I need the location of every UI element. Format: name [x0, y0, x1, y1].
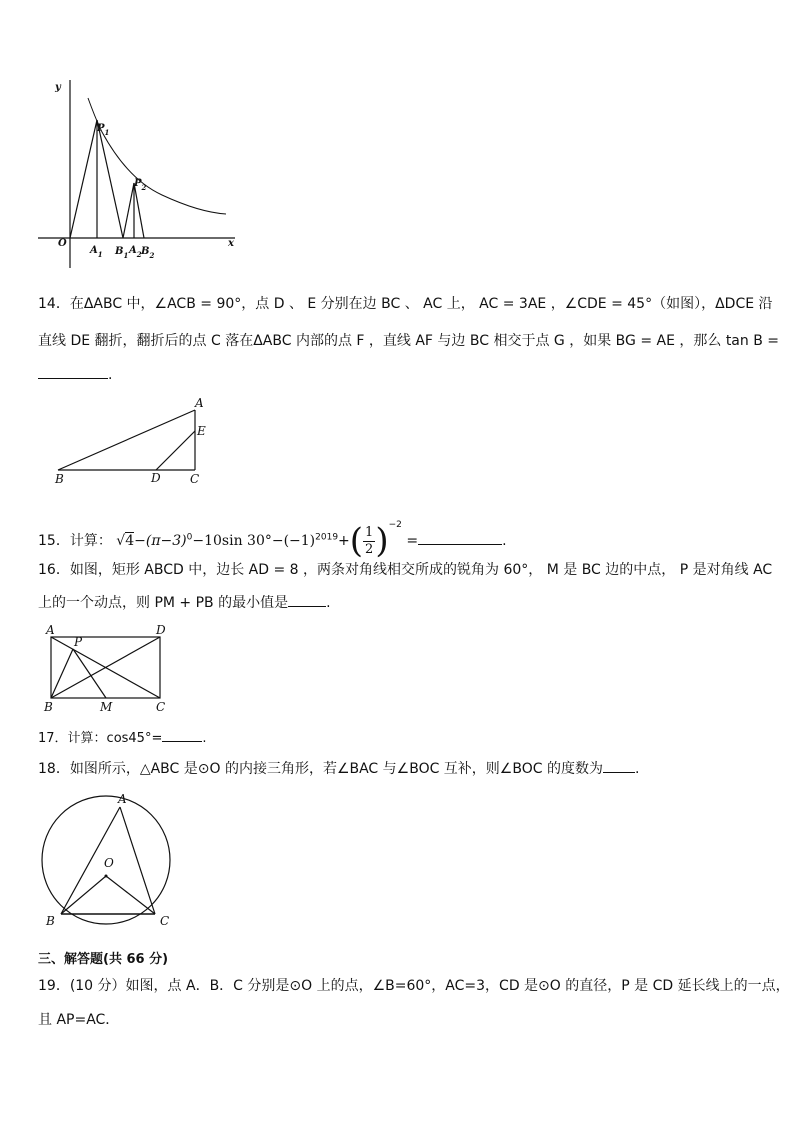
q17-answer-blank[interactable] — [162, 727, 202, 742]
section-title: 三、解答题(共 66 分) — [38, 952, 169, 967]
q15-answer-blank[interactable] — [418, 530, 502, 545]
label-p: P — [74, 635, 83, 649]
sqrt-expression: √4 — [116, 533, 135, 549]
fraction-one-half: $\frac{1}{2}$ — [365, 524, 374, 557]
label-d: D — [151, 471, 161, 485]
figure-hyperbola — [30, 80, 250, 270]
q19-line2: 且 AP=AC． — [38, 1012, 120, 1028]
figure-rectangle — [40, 622, 180, 717]
label-d: D — [156, 623, 166, 637]
label-a: A — [118, 792, 127, 806]
line-o-p1 — [70, 120, 97, 238]
line-b1-p2 — [123, 183, 134, 238]
q14-line2: 直线 DE 翻折，翻折后的点 C 落在ΔABC 内部的点 F ，直线 AF 与边 BC 相交于点 G ，如果 BG = AE ，那么 tan B = — [38, 333, 779, 349]
label-a2: $A_2$ — [129, 245, 142, 260]
q15-line: 15．计算： $√4-(\pi-3)^0-10\sin$ $30^\circ-(-1)^{2019}+$( $\frac{1}{2}$ )$^{-2}$ = . — [38, 520, 507, 561]
q19-line1: 19．(10 分）如图，点 A．B．C 分别是⊙O 上的点，∠B=60°，AC=3，CD 是⊙O 的直径，P 是 CD 延长线上的一点， — [38, 978, 790, 994]
label-o: O — [104, 856, 114, 870]
segment-pb — [51, 649, 73, 698]
side-ac — [120, 807, 155, 914]
label-b: B — [46, 914, 55, 928]
label-m: M — [100, 700, 113, 714]
label-x-axis: x — [228, 238, 234, 249]
label-c: C — [160, 914, 170, 928]
label-c: C — [190, 472, 200, 486]
q16-line2: 上的一个动点，则 PM + PB 的最小值是 . — [38, 592, 331, 613]
segment-de — [156, 431, 195, 470]
q17-line: 17．计算：cos45°= . — [38, 727, 207, 749]
line-p1-b1 — [97, 120, 123, 238]
q16-answer-blank[interactable] — [288, 592, 326, 607]
label-b: B — [44, 700, 53, 714]
label-c: C — [156, 700, 166, 714]
q14-line3: . — [38, 364, 112, 385]
q16-line1: 16．如图，矩形 ABCD 中，边长 AD = 8 ，两条对角线相交所成的锐角为 60°， M 是 BC 边的中点， P 是对角线 AC — [38, 562, 773, 578]
side-ab — [58, 410, 195, 470]
label-e: E — [197, 424, 206, 438]
label-p2: $P_2$ — [134, 178, 147, 193]
figure-right-triangle — [50, 396, 220, 491]
label-b2: $B_2$ — [141, 246, 155, 261]
radius-ob — [61, 876, 106, 914]
q18-answer-blank[interactable] — [603, 758, 635, 773]
label-y-axis: y — [55, 82, 61, 93]
label-p1: $P_1$ — [97, 123, 110, 138]
label-a1: $A_1$ — [90, 245, 103, 260]
center-point — [105, 875, 108, 878]
label-a: A — [195, 396, 204, 410]
label-b: B — [55, 472, 64, 486]
radius-oc — [106, 876, 155, 914]
label-b1: $B_1$ — [115, 246, 129, 261]
segment-pm — [73, 649, 106, 698]
q14-line1: 14．在ΔABC 中，∠ACB = 90°，点 D 、 E 分别在边 BC 、 AC 上， AC = 3AE ，∠CDE = 45°（如图），ΔDCE 沿 — [38, 296, 773, 312]
figure-circle — [38, 790, 183, 935]
label-origin: O — [58, 238, 67, 249]
q18-line: 18．如图所示，△ABC 是⊙O 的内接三角形，若∠BAC 与∠BOC 互补，则∠BOC 的度数为 . — [38, 758, 639, 779]
label-a: A — [46, 623, 55, 637]
q14-answer-blank[interactable] — [38, 364, 108, 379]
